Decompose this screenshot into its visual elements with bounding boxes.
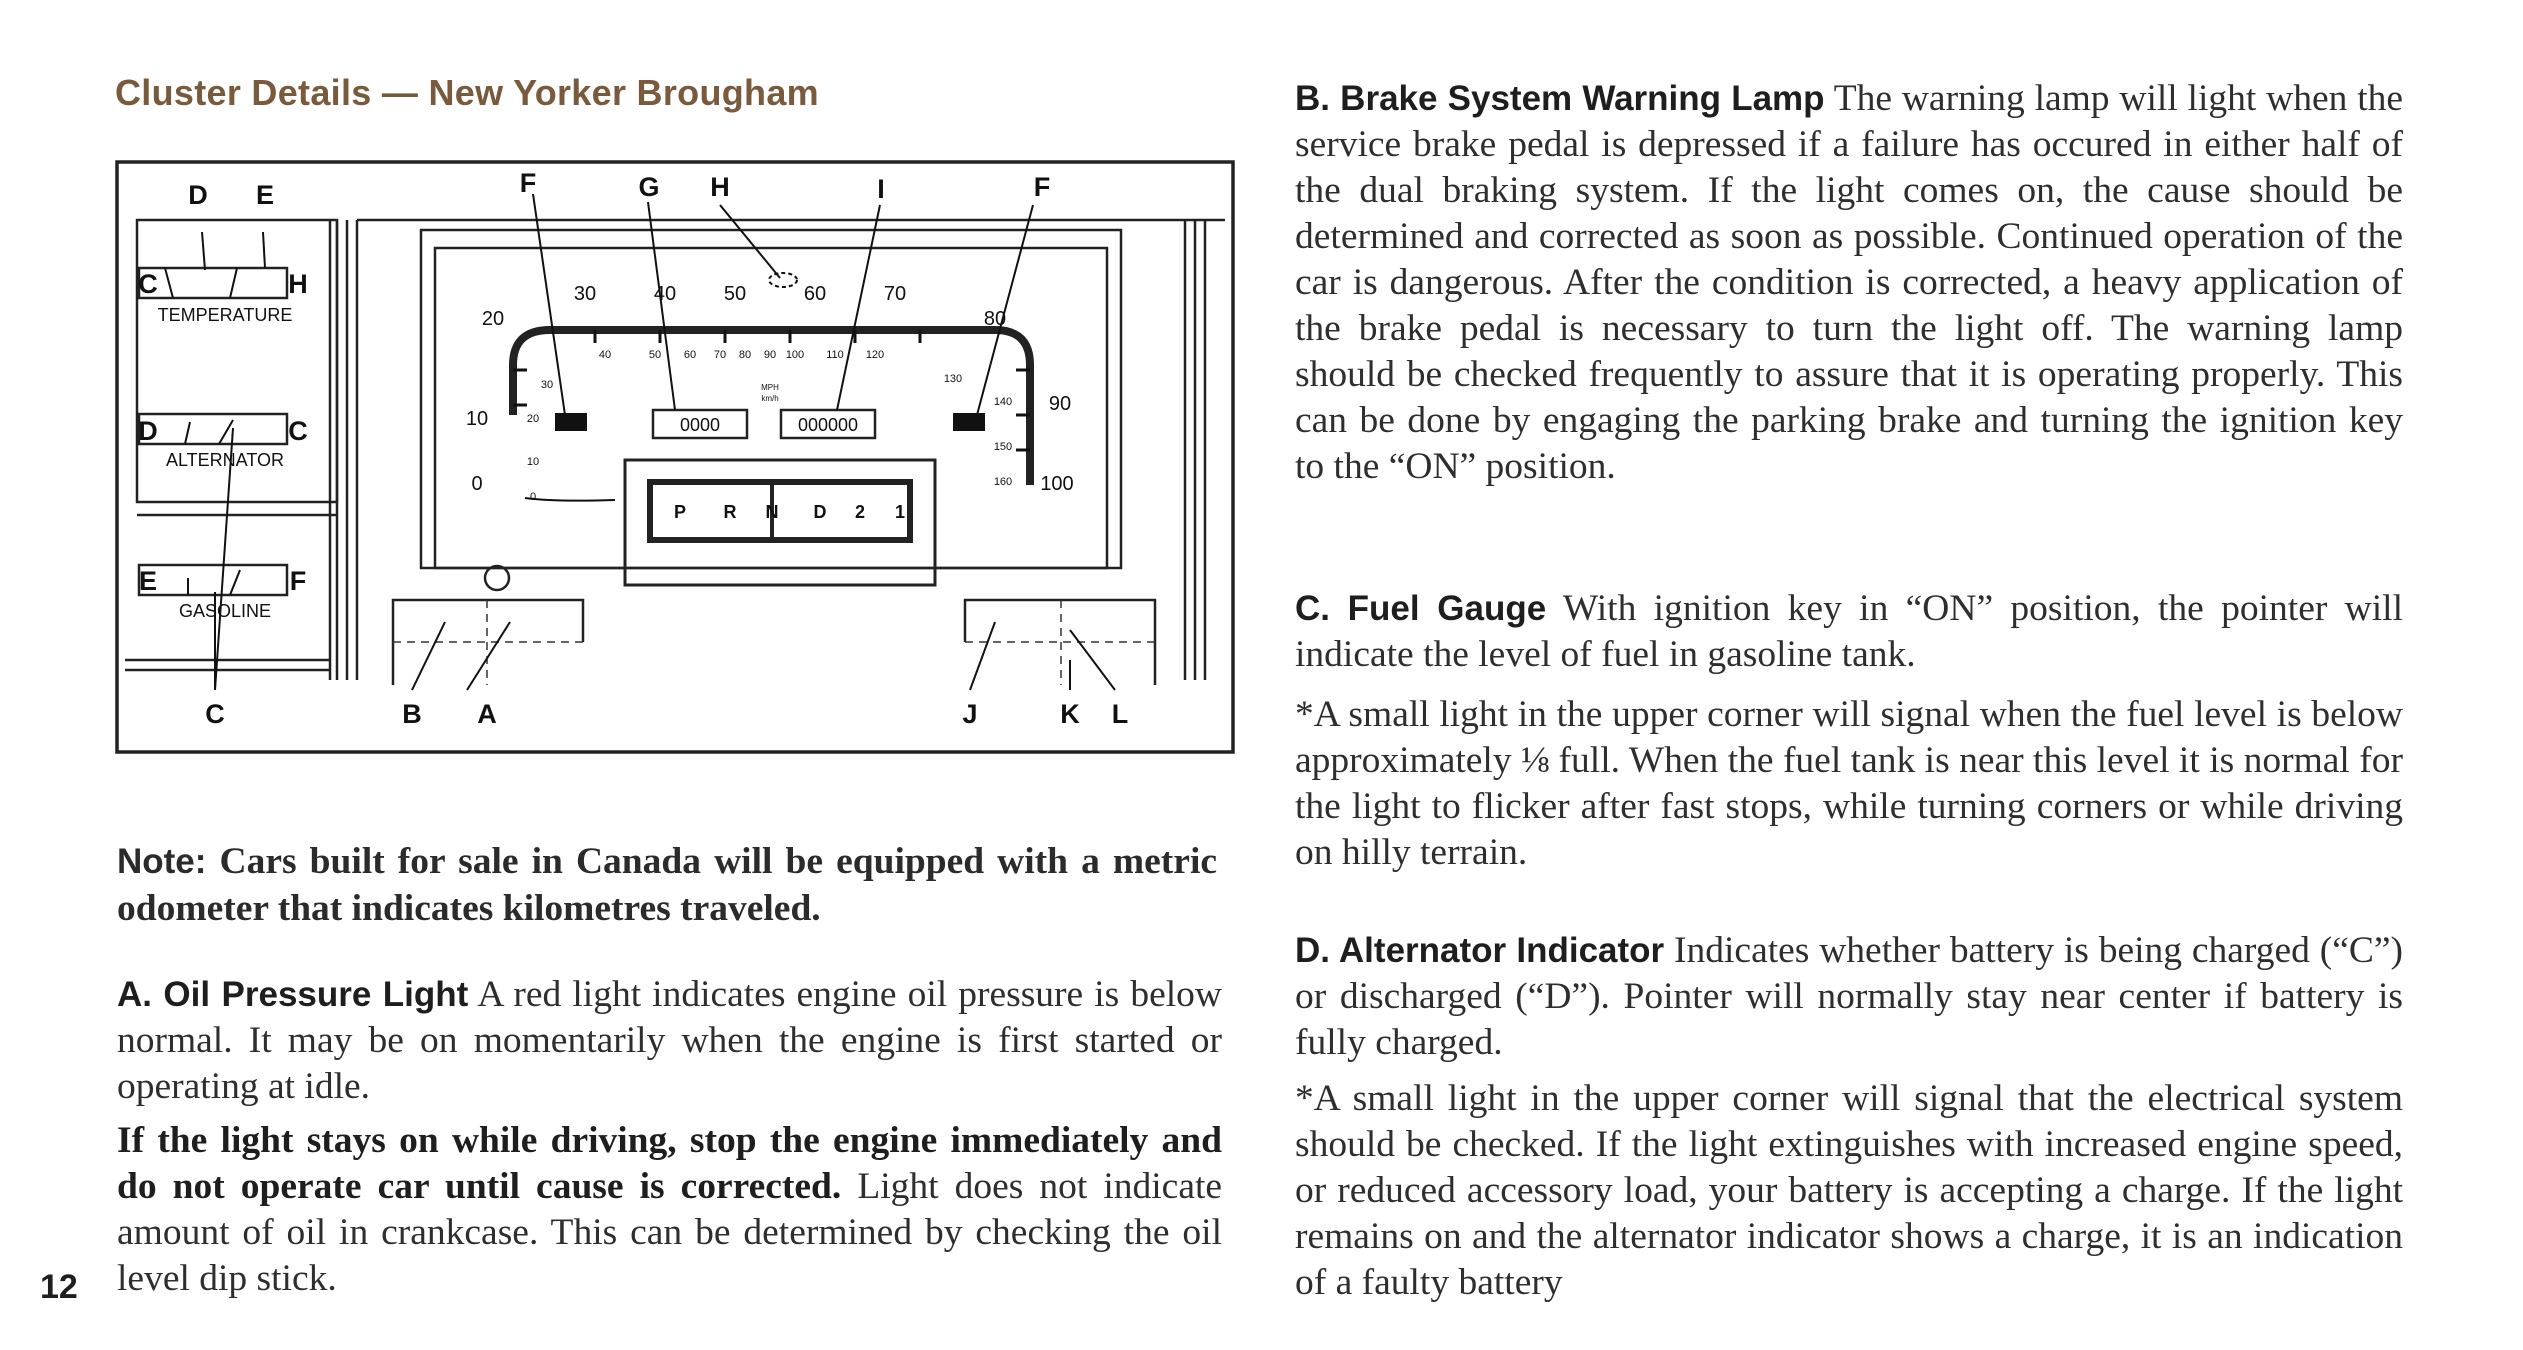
speed-inner-label: 50: [648, 349, 662, 361]
speed-inner-label: 90: [763, 349, 777, 361]
speed-inner-label: 120: [865, 349, 885, 361]
gear-indicator-1: 1: [894, 502, 906, 522]
callout-e: E: [255, 180, 275, 210]
speed-inner-label: 10: [526, 456, 540, 468]
speed-outer-label: 0: [471, 473, 483, 495]
section-c: [1295, 586, 2403, 678]
callout-c-side: C: [138, 269, 158, 299]
section-a-text2: Light does not indicate amount of oil in crankcase. This can be determined by checking the oil level dip stick.: [117, 1166, 1223, 1299]
section-title: Cluster Details — New Yorker Brougham: [115, 72, 819, 113]
callout-f-left: F: [519, 168, 537, 198]
mph-label: MPH: [761, 383, 779, 392]
speed-inner-label: 100: [785, 349, 805, 361]
kmh-label: km/h: [761, 394, 779, 403]
alternator-label: ALTERNATOR: [165, 450, 285, 470]
section-d: [1295, 928, 2403, 1066]
section-a-continued: [117, 1118, 1222, 1302]
section-c-note: *A small light in the upper corner will signal when the fuel level is below approximately ⅛ full. When the fuel tank is near this level it is normal for the light to flicker after fast stops, while turning corners or while driving on hilly terrain.: [1295, 694, 2403, 873]
speed-inner-label: 140: [993, 396, 1013, 408]
speed-inner-label: 60: [683, 349, 697, 361]
callout-b: B: [402, 699, 422, 729]
callout-l: L: [1111, 699, 1129, 729]
note-text: Cars built for sale in Canada will be equipped with a metric odometer that indicates kilometres traveled.: [117, 841, 1218, 929]
note-lead: Note:: [117, 842, 207, 881]
speed-outer-label: 60: [803, 283, 827, 305]
trip-odometer: 0000: [679, 415, 721, 435]
speed-outer-label: 50: [723, 283, 747, 305]
speed-outer-label: 10: [465, 408, 489, 430]
section-d-text: Indicates whether battery is being charged (“C”) or discharged (“D”). Pointer will normally stay near center if battery is fully charged.: [1295, 930, 2403, 1063]
callout-k: K: [1060, 699, 1080, 729]
section-d-heading: D. Alternator Indicator: [1295, 931, 1665, 970]
speed-outer-label: 90: [1048, 393, 1072, 415]
speed-inner-label: 20: [526, 413, 540, 425]
callout-d-side: D: [138, 416, 158, 446]
speed-inner-label: 150: [993, 441, 1013, 453]
callout-f-right: F: [1033, 172, 1051, 202]
gear-indicator-d: D: [813, 502, 827, 522]
speed-outer-label: 80: [983, 308, 1007, 330]
cluster-diagram: [115, 160, 1235, 754]
speed-inner-label: 70: [713, 349, 727, 361]
section-c-heading: C. Fuel Gauge: [1295, 589, 1547, 628]
section-a-text: A red light indicates engine oil pressure is below normal. It may be on momentarily when the engine is first started or operating at idle.: [117, 974, 1222, 1107]
gear-indicator-r: R: [723, 502, 737, 522]
callout-c-side-right: C: [288, 416, 308, 446]
speed-outer-label: 20: [481, 308, 505, 330]
gear-indicator-p: P: [673, 502, 687, 522]
section-d-note: *A small light in the upper corner will signal that the electrical system should be checked. If the light extinguishes with increased engine speed, or reduced accessory load, your battery is accepting a charge. If the light remains on and the alternator indicator shows a charge, it is an indication of a faulty battery: [1295, 1078, 2403, 1303]
speed-inner-label: 110: [826, 349, 844, 361]
gear-indicator-n: N: [765, 502, 779, 522]
callout-h: H: [710, 172, 730, 202]
speed-inner-label: 0: [529, 491, 537, 503]
speed-outer-label: 30: [573, 283, 597, 305]
section-c-text: With ignition key in “ON” position, the pointer will indicate the level of fuel in gasoline tank.: [1295, 588, 2404, 675]
section-b-text: The warning lamp will light when the service brake pedal is depressed if a failure has occured in either half of the dual braking system. If the light comes on, the cause should be determined and corrected as soon as possible. Continued operation of the car is dangerous. After the condition is corrected, a heavy application of the brake pedal is necessary to turn the light off. The warning lamp should be checked frequently to assure that it is operating properly. This can be done by engaging the parking brake and turning the ignition key to the “ON” position.: [1295, 78, 2404, 487]
page-number: 12: [40, 1268, 78, 1306]
section-a-warning: If the light stays on while driving, stop the engine immediately and do not operate car until cause is corrected.: [117, 1120, 1222, 1207]
callout-h-side: H: [288, 269, 308, 299]
speed-inner-label: 30: [540, 379, 554, 391]
speed-outer-label: 40: [653, 283, 677, 305]
callout-i: I: [877, 174, 885, 204]
speed-outer-label: 100: [1040, 473, 1074, 495]
callout-a: A: [477, 699, 497, 729]
speed-inner-label: 160: [993, 476, 1013, 488]
callout-d: D: [188, 180, 208, 210]
canada-note: [117, 838, 1217, 932]
speed-outer-label: 70: [883, 283, 907, 305]
callout-g: G: [638, 172, 660, 202]
speed-inner-label: 130: [943, 373, 963, 385]
section-b: [1295, 76, 2403, 490]
section-b-heading: B. Brake System Warning Lamp: [1295, 79, 1825, 118]
callout-c-bottom: C: [205, 699, 225, 729]
gasoline-label: GASOLINE: [178, 601, 272, 621]
callout-e-side: E: [138, 566, 158, 596]
callout-j: J: [962, 699, 978, 729]
speed-inner-label: 80: [738, 349, 752, 361]
odometer: 000000: [797, 415, 859, 435]
temperature-label: TEMPERATURE: [157, 305, 293, 325]
callout-f-side: F: [289, 566, 307, 596]
speed-inner-label: 40: [598, 349, 612, 361]
section-a-heading: A. Oil Pressure Light: [117, 975, 469, 1014]
section-a: [117, 972, 1222, 1110]
gear-indicator-2: 2: [854, 502, 866, 522]
